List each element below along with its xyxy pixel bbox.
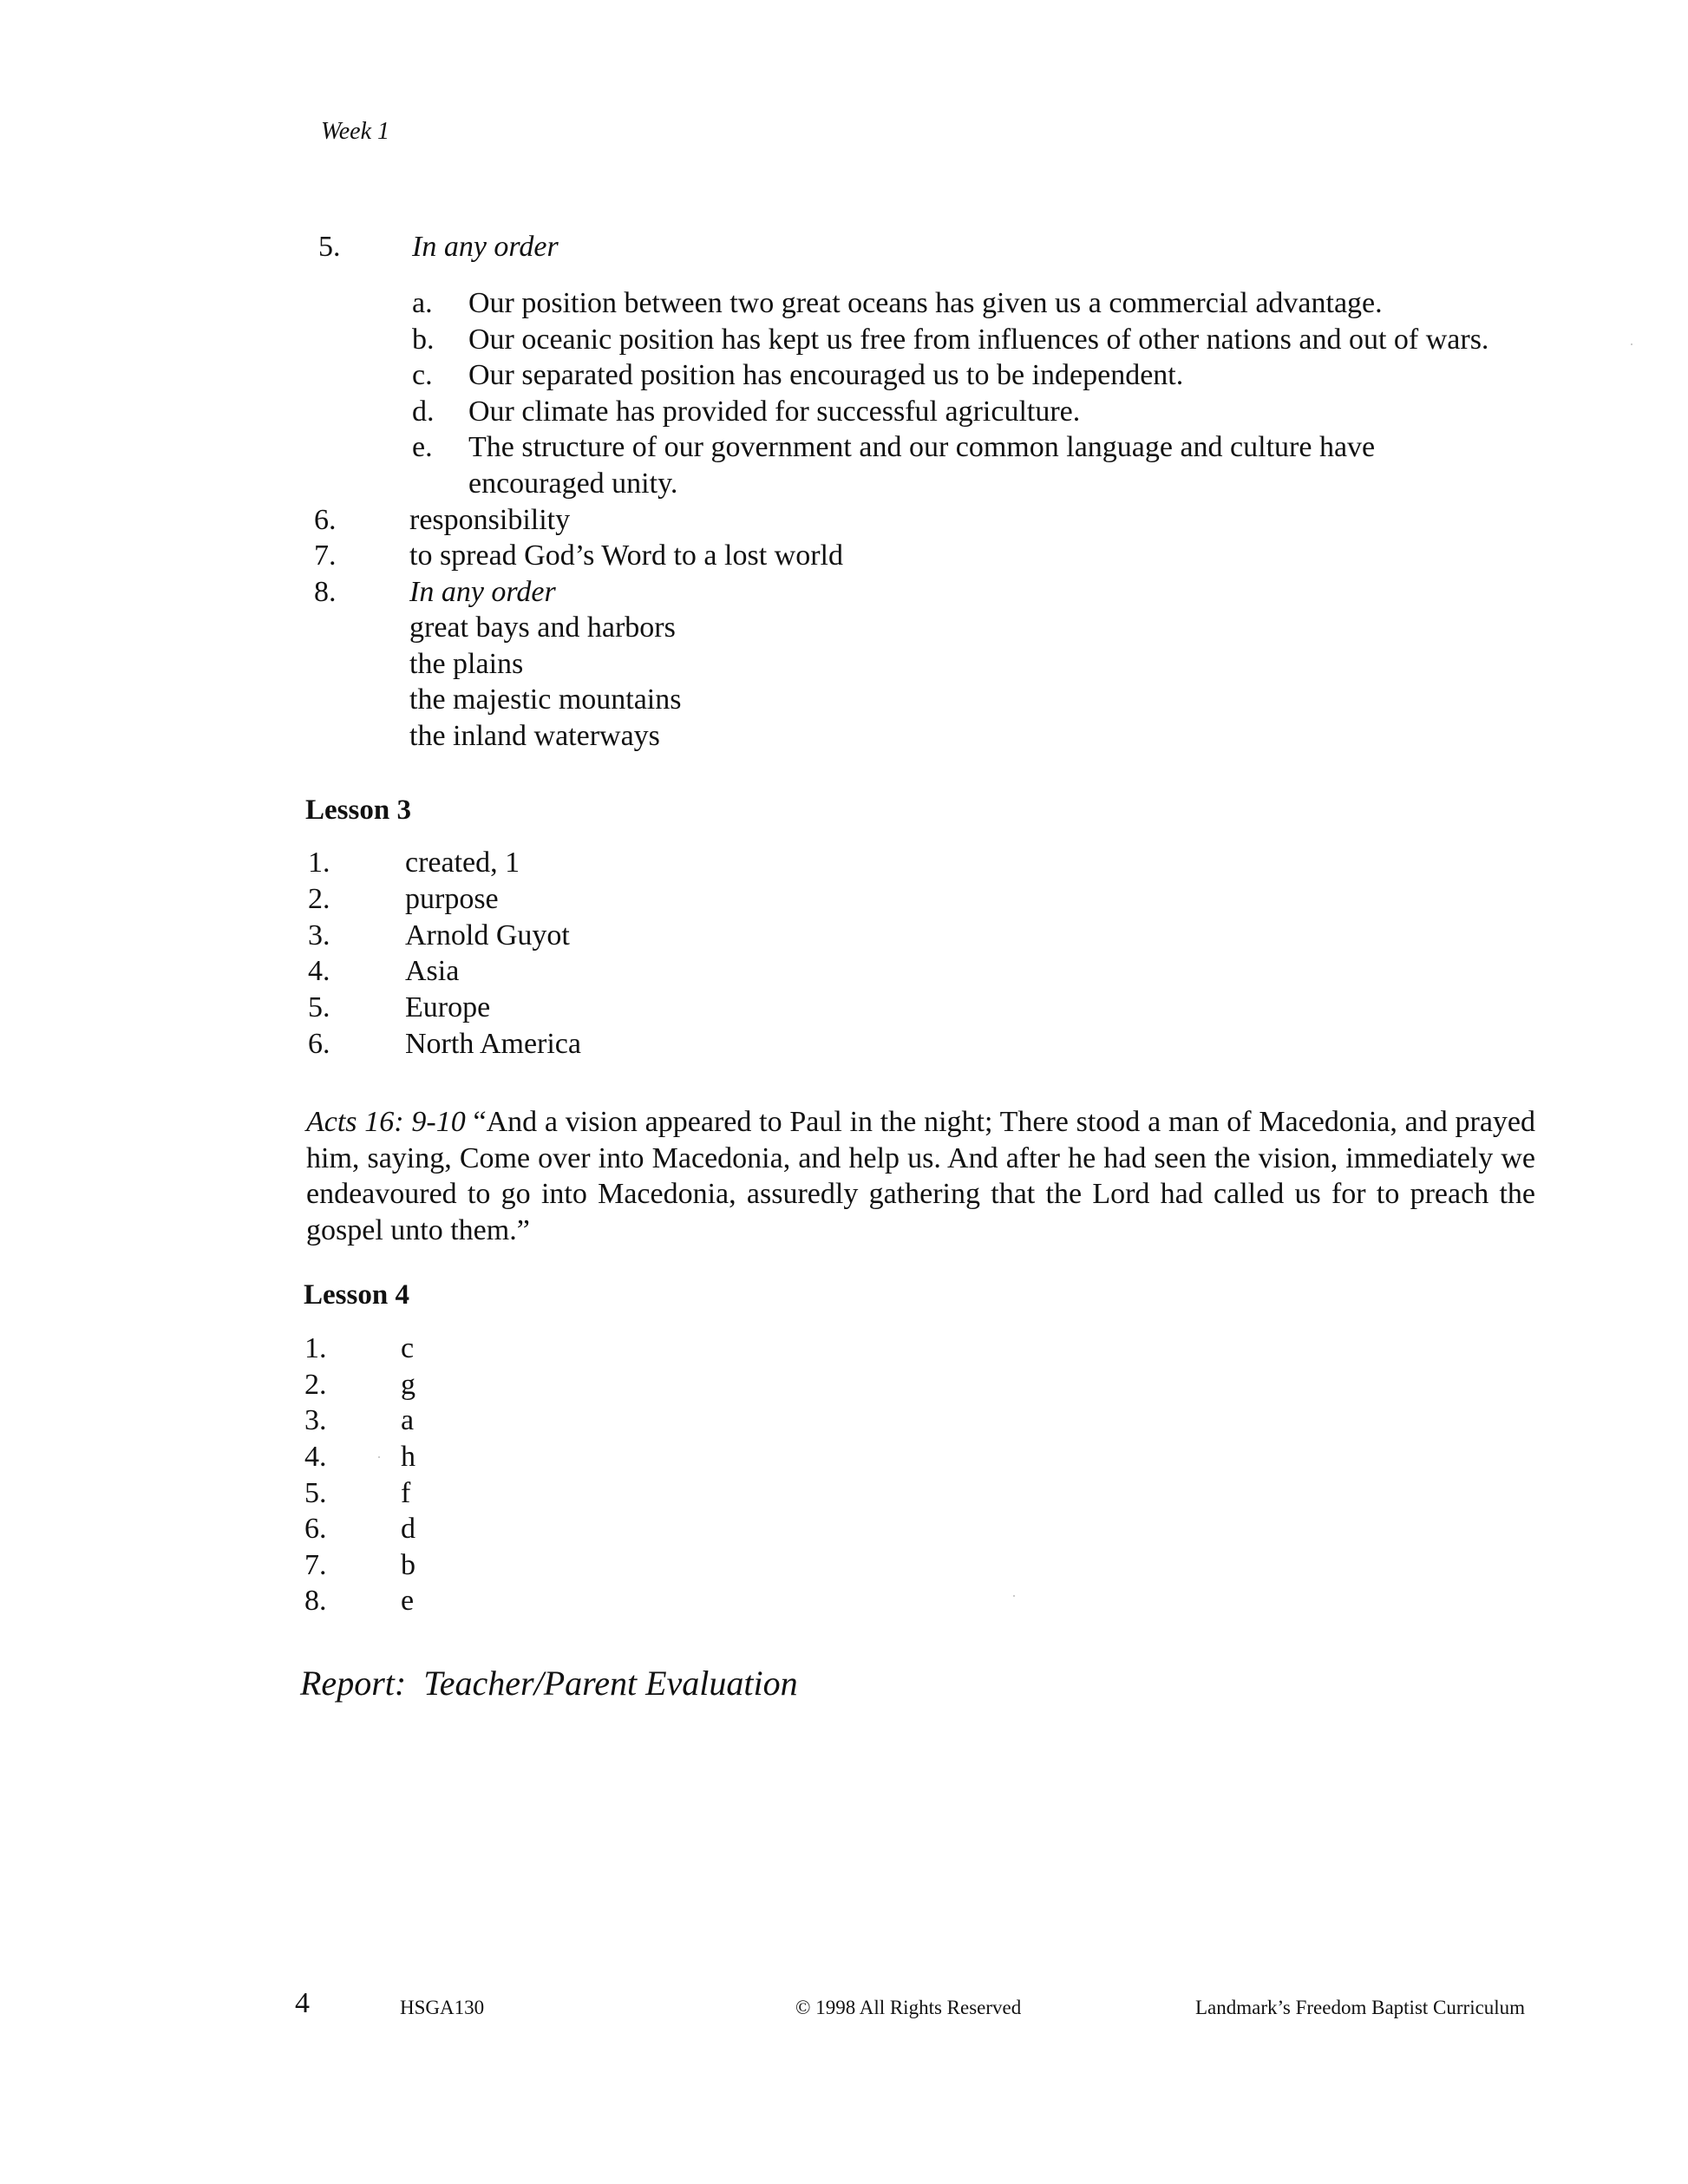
scan-speck — [378, 1456, 380, 1458]
answer-letter: c — [401, 1332, 415, 1364]
answer-number: 6. — [304, 1513, 327, 1545]
item-note: In any order — [412, 231, 559, 263]
answer-number: 2. — [304, 1369, 327, 1401]
subitem-text: Our position between two great oceans has given us a commercial advantage. — [468, 287, 1383, 319]
item-number: 8. — [314, 576, 337, 608]
subitem-text: Our separated position has encouraged us to be independent. — [468, 359, 1184, 391]
answer-number: 7. — [304, 1549, 327, 1581]
subitem-text: Our oceanic position has kept us free from influences of other nations and out of wars. — [468, 324, 1489, 356]
answer-letter: f — [401, 1477, 411, 1509]
publisher-name: Landmark’s Freedom Baptist Curriculum — [1195, 1997, 1526, 2018]
subitem-letter: e. — [412, 431, 433, 463]
item-answer: great bays and harbors — [409, 611, 676, 644]
answer-number: 8. — [304, 1585, 327, 1617]
answer-number: 5. — [308, 991, 330, 1023]
report-line — [300, 1666, 798, 1701]
answer-number: 6. — [308, 1028, 330, 1060]
scripture-verse — [306, 1104, 1535, 1248]
subitem-text: The structure of our government and our common language and culture have — [468, 431, 1376, 463]
verse-text: “And a vision appeared to Paul in the night; There stood a man of Macedonia, and prayed him, saying, Come over into Macedonia, and help us. And after he had seen the vision, immediately we endeavoured to go into Macedonia, assuredly gathering that the Lord had called us for to preach the gospel unto them.” — [306, 1106, 1536, 1246]
subitem-letter: c. — [412, 359, 433, 391]
item-answer: responsibility — [409, 504, 571, 536]
item-answer: to spread God’s Word to a lost world — [409, 539, 843, 572]
item-number: 6. — [314, 504, 337, 536]
report-label: Report: — [300, 1664, 407, 1703]
page-number: 4 — [295, 1987, 310, 2019]
section-heading: Lesson 3 — [305, 794, 411, 826]
answer-number: 4. — [304, 1441, 327, 1473]
scan-speck — [1631, 343, 1632, 345]
answer-number: 1. — [304, 1332, 327, 1364]
answer-number: 3. — [308, 919, 330, 951]
item-answer: the inland waterways — [409, 720, 660, 752]
subitem-letter: d. — [412, 396, 435, 428]
answer-text: Asia — [405, 955, 460, 987]
answer-letter: e — [401, 1585, 415, 1617]
item-note: In any order — [409, 576, 556, 608]
item-answer: the plains — [409, 648, 524, 680]
answer-letter: d — [401, 1513, 415, 1545]
subitem-letter: b. — [412, 324, 435, 356]
answer-text: Arnold Guyot — [405, 919, 570, 951]
answer-text: North America — [405, 1028, 581, 1060]
answer-text: created, 1 — [405, 847, 520, 879]
copyright-notice: © 1998 All Rights Reserved — [795, 1997, 1022, 2018]
subitem-text-continuation: encouraged unity. — [468, 468, 678, 500]
section-heading: Lesson 4 — [304, 1279, 409, 1311]
answer-letter: h — [401, 1441, 415, 1473]
answer-letter: g — [401, 1369, 415, 1401]
answer-text: purpose — [405, 883, 499, 915]
verse-reference: Acts 16: 9-10 — [306, 1106, 466, 1138]
answer-number: 2. — [308, 883, 330, 915]
answer-number: 5. — [304, 1477, 327, 1509]
item-answer: the majestic mountains — [409, 683, 682, 716]
subitem-text: Our climate has provided for successful agriculture. — [468, 396, 1081, 428]
scan-speck — [1013, 1595, 1015, 1597]
item-number: 7. — [314, 539, 337, 572]
running-head: Week 1 — [321, 118, 390, 145]
answer-number: 3. — [304, 1404, 327, 1436]
answer-letter: a — [401, 1404, 415, 1436]
answer-letter: b — [401, 1549, 415, 1581]
subitem-letter: a. — [412, 287, 433, 319]
course-code: HSGA130 — [400, 1997, 485, 2018]
report-value: Teacher/Parent Evaluation — [423, 1664, 798, 1703]
answer-text: Europe — [405, 991, 491, 1023]
answer-number: 1. — [308, 847, 330, 879]
answer-number: 4. — [308, 955, 330, 987]
item-number: 5. — [318, 231, 341, 263]
